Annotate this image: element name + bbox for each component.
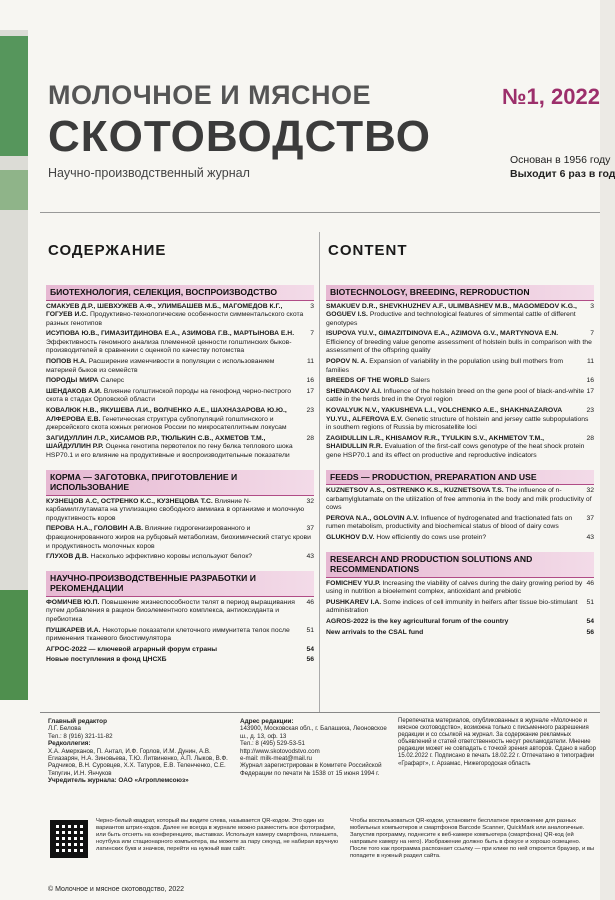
toc-entry[interactable] — [326, 377, 594, 386]
toc-page-number: 32 — [306, 497, 314, 505]
toc-entry[interactable] — [326, 407, 594, 433]
toc-entry[interactable] — [326, 303, 594, 329]
toc-article-title: AGROS-2022 is the key agricultural forum of the country — [326, 618, 509, 626]
toc-page-number: 51 — [586, 598, 594, 606]
toc-page-number: 51 — [306, 626, 314, 634]
toc-authors: ПУШКАРЕВ И.А. — [46, 626, 101, 634]
toc-authors: SHENDAKOV A.I. — [326, 387, 382, 395]
toc-article-title: Влияние голштинской породы на генофонд черно-пестрого скота в стадах Орловской области — [46, 387, 292, 404]
toc-page-number: 46 — [306, 598, 314, 606]
toc-entry[interactable] — [326, 534, 594, 543]
qr-instructions-2: Чтобы воспользоваться QR-кодом, установите бесплатное приложение для разных мобильных компьютеров и смартфонов Barcode Scanner, QuickMark или аналогичные. Запустив программу, поднесите к веб-камере компьютера (смартфона) QR-код (ей направьте камеру на него). Изображение должно быть в фокусе и хорошо освещено. После того как программа распознает ссылку — при клике по ней откроется браузер, и вы попадете в нужный раздел сайта. — [350, 818, 595, 859]
toc-page-number: 7 — [590, 330, 594, 338]
toc-page-number: 23 — [586, 407, 594, 415]
toc-page-number: 37 — [586, 514, 594, 522]
editor-phone: Тел.: 8 (916) 321-11-82 — [48, 732, 113, 740]
board-label: Редколлегия: — [48, 740, 91, 748]
toc-authors: ЗАГИДУЛЛИН Л.Р., ХИСАМОВ Р.Р., ТЮЛЬКИН С.В., АХМЕТОВ Т.М., ШАЙДУЛЛИН Р.Р. — [46, 434, 266, 451]
toc-authors: PUSHKAREV I.A. — [326, 598, 382, 606]
toc-section-heading: RESEARCH AND PRODUCTION SOLUTIONS AND RECOMMENDATIONS — [326, 552, 594, 578]
toc-article-title: How efficiently do cows use protein? — [376, 534, 487, 542]
toc-authors: СМАКУЕВ Д.Р., ШЕВХУЖЕВ А.Ф., УЛИМБАШЕВ М.Б., МАГОМЕДОВ К.Г., ГОГУЕВ И.С. — [46, 302, 283, 319]
toc-entry[interactable] — [46, 656, 314, 665]
toc-article-title: Productive and technological features of simmental cattle of different genotypes — [326, 311, 576, 327]
address-text: 143900, Московская обл., г. Балашиха, Леоновское ш., д. 13, оф. 13 — [240, 725, 387, 740]
toc-authors: КУЗНЕЦОВ А.С, ОСТРЕНКО К.С., КУЗНЕЦОВА Т.С. — [46, 497, 213, 505]
toc-article-title: Some indices of cell immunity in heifers after tissue bio-stimulant administration — [326, 598, 578, 615]
toc-authors: ПОПОВ Н.А. — [46, 358, 87, 366]
masthead-title: СКОТОВОДСТВО — [48, 112, 431, 161]
toc-page-number: 54 — [306, 645, 314, 653]
toc-authors: КОВАЛЮК Н.В., ЯКУШЕВА Л.И., ВОЛЧЕНКО А.Е., ШАХНАЗАРОВА Ю.Ю., АЛФЕРОВА Е.В. — [46, 407, 287, 423]
toc-article-title: Genetic structure of holstein and jersey cattle subpopulations in southern regions of Russia by microsatellite loci — [326, 415, 589, 432]
toc-page-number: 28 — [306, 434, 314, 442]
toc-entry[interactable] — [46, 435, 314, 461]
toc-column-en — [326, 285, 594, 637]
toc-entry[interactable] — [46, 553, 314, 562]
toc-article-title: АГРОС-2022 — ключевой аграрный форум страны — [46, 645, 218, 653]
toc-page-number: 11 — [306, 358, 314, 366]
toc-page-number: 17 — [306, 387, 314, 395]
toc-entry[interactable] — [46, 498, 314, 524]
toc-authors: KUZNETSOV A.S., OSTRENKO K.S., KUZNETSOVA T.S. — [326, 487, 504, 495]
journal-subtitle: Научно-производственный журнал — [48, 166, 250, 180]
toc-page-number: 16 — [306, 377, 314, 385]
toc-page-number: 46 — [586, 579, 594, 587]
toc-article-title: Efficiency of breeding value genome assessment of holstein bulls in comparison with the assessment of the offspring quality — [326, 338, 592, 355]
toc-entry[interactable] — [46, 388, 314, 405]
toc-entry[interactable] — [326, 580, 594, 597]
toc-page-number: 16 — [586, 377, 594, 385]
address-website[interactable]: http://www.skotovodstvo.com — [240, 747, 320, 755]
toc-section-heading: FEEDS — PRODUCTION, PREPARATION AND USE — [326, 470, 594, 486]
toc-article-title: Влияние N-карбамилглутамата на утилизацию свободного аммиака в организме и молочную продуктивность коров — [46, 497, 305, 522]
address-email[interactable]: e-mail: milk-meat@mail.ru — [240, 755, 312, 763]
toc-page-number: 3 — [590, 302, 594, 310]
toc-article-title: Increasing the viability of calves during the dairy growing period by using in nutrition a bioelement complex, antioxidant and prebiotic — [326, 579, 583, 596]
toc-article-title: Насколько эффективно коровы используют белок? — [90, 553, 253, 561]
toc-page-number: 23 — [306, 407, 314, 415]
toc-authors: ISUPOVA YU.V., GIMAZITDINOVA E.A., AZIMOVA G.V., MARTYNOVA E.N. — [326, 330, 559, 338]
adjacent-page-edge — [0, 30, 28, 670]
column-divider — [319, 232, 320, 712]
toc-page-number: 54 — [586, 618, 594, 626]
toc-article-title: Новые поступления в фонд ЦНСХБ — [46, 656, 167, 664]
toc-entry[interactable] — [46, 627, 314, 644]
toc-article-title: The influence of n-carbamylglutamate on the utilization of free ammonia in the body and milk productivity of cows — [326, 487, 592, 512]
editor-name: Л.Г. Белова — [48, 725, 81, 733]
toc-entry[interactable] — [326, 388, 594, 405]
toc-column-ru — [46, 285, 314, 665]
board-members: Х.А. Амерханов, П. Антал, И.Ф. Горлов, И.М. Дунин, А.В. Егиазарян, Н.А. Зиновьева, Т.Ю. Литвиненко, А.П. Лыков, В.Ф. Радчиков, В.Н. Суровцев, Х.Х. Татуров, Е.В. Теленченко, С.Е. Тяпугин, И.Н. Янчуков — [48, 747, 228, 777]
toc-entry[interactable] — [46, 407, 314, 433]
frequency-note: Выходит 6 раз в год — [510, 168, 615, 180]
toc-authors: ГЛУХОВ Д.В. — [46, 553, 89, 561]
toc-entry[interactable] — [326, 487, 594, 513]
header-rule — [40, 212, 600, 213]
toc-article-title: Эффективность геномного анализа племенной ценности голштинских быков-производителей в сравнении с оценкой по качеству потомства — [46, 338, 292, 355]
editorial-info — [48, 718, 228, 785]
toc-authors: KOVALYUK N.V., YAKUSHEVA L.I., VOLCHENKO A.E., SHAKHNAZAROVA YU.YU., ALFEROVA E.V. — [326, 407, 562, 423]
toc-page-number: 56 — [306, 656, 314, 664]
toc-authors: PEROVA N.A., GOLOVIN A.V. — [326, 514, 419, 522]
toc-page-number: 28 — [586, 434, 594, 442]
toc-article-title: Влияние гидрогенизированного и фракционированного жиров на рубцовый метаболизм, биохимический статус крови и продуктивность молочных коров — [46, 525, 311, 550]
toc-article-title: Расширение изменчивости в популяции с использованием материей быков из семейств — [46, 358, 275, 374]
toc-page-number: 32 — [586, 487, 594, 495]
address-phone: Тел.: 8 (495) 529-53-51 — [240, 740, 305, 748]
toc-entry[interactable] — [326, 330, 594, 356]
toc-title-en: CONTENT — [328, 242, 408, 259]
toc-entry[interactable] — [326, 515, 594, 532]
footer-rule — [40, 712, 600, 713]
toc-section-heading: БИОТЕХНОЛОГИЯ, СЕЛЕКЦИЯ, ВОСПРОИЗВОДСТВО — [46, 285, 314, 301]
address-label: Адрес редакции: — [240, 718, 294, 725]
toc-page-number: 11 — [586, 358, 594, 366]
toc-authors: GLUKHOV D.V. — [326, 534, 375, 542]
toc-authors: BREEDS OF THE WORLD — [326, 377, 409, 385]
copyright: © Молочное и мясное скотоводство, 2022 — [48, 886, 185, 893]
toc-entry[interactable] — [326, 435, 594, 461]
toc-entry[interactable] — [326, 618, 594, 627]
toc-page-number: 7 — [310, 330, 314, 338]
toc-entry[interactable] — [326, 629, 594, 638]
toc-article-title: Influence of the holstein breed on the gene pool of black-and-white cattle in the herds bred in the Oryol region — [326, 387, 585, 404]
toc-page-number: 17 — [586, 387, 594, 395]
toc-entry[interactable] — [46, 358, 314, 375]
toc-entry[interactable] — [46, 646, 314, 655]
toc-authors: ПЕРОВА Н.А., ГОЛОВИН А.В. — [46, 525, 144, 533]
qr-code-icon — [50, 820, 88, 858]
toc-entry[interactable] — [46, 599, 314, 625]
editor-label: Главный редактор — [48, 718, 107, 725]
qr-instructions: Черно-белый квадрат, который вы видите слева, называется QR-кодом. Это один из вариантов штрих-кодов. Далее не всегда в журнале можно разместить все фотографии, или быть отснять на конференциях, выставках. Используя камеру смартфона, планшета, ноутбука или стационарного компьютера, вы можете за пару секунд, не набирая вручную латинских букв и значков, перейти на нужный вам сайт. — [96, 818, 339, 852]
toc-authors: ИСУПОВА Ю.В., ГИМАЗИТДИНОВА Е.А., АЗИМОВА Г.В., МАРТЫНОВА Е.Н. — [46, 330, 295, 338]
toc-article-title: Салерс — [100, 377, 125, 385]
toc-article-title: Генетическая структура субпопуляций голштинского и джерсейского скота южных регионов России по микросателлитным локусам — [46, 415, 287, 432]
toc-article-title: Evaluation of the first-calf cows genotype of the heat shock protein gene HSP70.1 and its effect on productive and reproductive indicators — [326, 443, 585, 459]
toc-section-heading: КОРМА — ЗАГОТОВКА, ПРИГОТОВЛЕНИЕ И ИСПОЛЬЗОВАНИЕ — [46, 470, 314, 496]
toc-authors: SMAKUEV D.R., SHEVKHUZHEV A.F., ULIMBASHEV M.B., MAGOMEDOV K.G., GOGUEV I.S. — [326, 302, 577, 319]
toc-page-number: 3 — [310, 302, 314, 310]
toc-article-title: Expansion of variability in the population using bull mothers from families — [326, 358, 564, 374]
toc-page-number: 43 — [306, 553, 314, 561]
registration-note: Журнал зарегистрирован в Комитете Российской Федерации по печати № 1538 от 15 июня 1994 г. — [240, 762, 382, 777]
toc-article-title: Некоторые показатели клеточного иммунитета телок после применения тканевого биостимулятора — [46, 626, 290, 643]
toc-page-number: 43 — [586, 534, 594, 542]
toc-authors: ФОМИЧЕВ Ю.П. — [46, 598, 100, 606]
toc-section-heading: НАУЧНО-ПРОИЗВОДСТВЕННЫЕ РАЗРАБОТКИ И РЕКОМЕНДАЦИИ — [46, 571, 314, 597]
toc-authors: POPOV N. A. — [326, 358, 368, 366]
toc-entry[interactable] — [46, 330, 314, 356]
toc-page-number: 37 — [306, 525, 314, 533]
toc-entry[interactable] — [46, 525, 314, 551]
toc-title-ru: СОДЕРЖАНИЕ — [48, 242, 167, 259]
toc-authors: ПОРОДЫ МИРА — [46, 377, 99, 385]
toc-article-title: Influence of hydrogenated and fractionated fats on rumen metabolism, productivity and biochemical status of blood of dairy cows — [326, 514, 573, 531]
toc-article-title: Продуктивно-технологические особенности симментальского скота разных генотипов — [46, 311, 304, 327]
toc-authors: ШЕНДАКОВ А.И. — [46, 387, 102, 395]
founder: Учредитель журнала: ОАО «Агроплемсоюз» — [48, 777, 189, 785]
toc-entry[interactable] — [326, 599, 594, 616]
toc-article-title: New arrivals to the CSAL fund — [326, 628, 424, 636]
toc-entry[interactable] — [46, 303, 314, 329]
toc-authors: FOMICHEV YU.P. — [326, 579, 381, 587]
toc-article-title: Оценка генотипа первотелок по гену белка теплового шока HSP70.1 и его влияние на продуктивные и воспроизводительные показатели — [46, 443, 293, 459]
toc-authors: ZAGIDULLIN L.R., KHISAMOV R.R., TYULKIN S.V., AKHMETOV T.M., SHAIDULLIN R.R. — [326, 434, 545, 451]
editorial-address — [240, 718, 390, 777]
masthead-line1: МОЛОЧНОЕ И МЯСНОЕ — [48, 80, 372, 110]
issue-number: №1, 2022 — [502, 84, 600, 109]
toc-article-title: Повышение жизнеспособности телят в период выращивания путем добавления в рацион биоэлементного комплекса, антиоксиданта и пребиотика — [46, 598, 295, 623]
toc-article-title: Salers — [410, 377, 430, 385]
toc-page-number: 56 — [586, 628, 594, 636]
founded-note: Основан в 1956 году — [510, 154, 611, 166]
toc-section-heading: BIOTECHNOLOGY, BREEDING, REPRODUCTION — [326, 285, 594, 301]
toc-entry[interactable] — [46, 377, 314, 386]
reprint-notice: Перепечатка материалов, опубликованных в журнале «Молочное и мясное скотоводство», возможна только с письменного разрешения редакции и со ссылкой на журнал. За содержание рекламных объявлений и статей ответственность несут рекламодатели. Мнение редакции может не совпадать с точкой зрения авторов. Сдано в набор 15.02.2022 г. Подписано в печать 18.02.22 г. Отпечатано в типографии «Графарт», г. Арзамас, Нижегородская область — [398, 718, 596, 767]
toc-entry[interactable] — [326, 358, 594, 375]
